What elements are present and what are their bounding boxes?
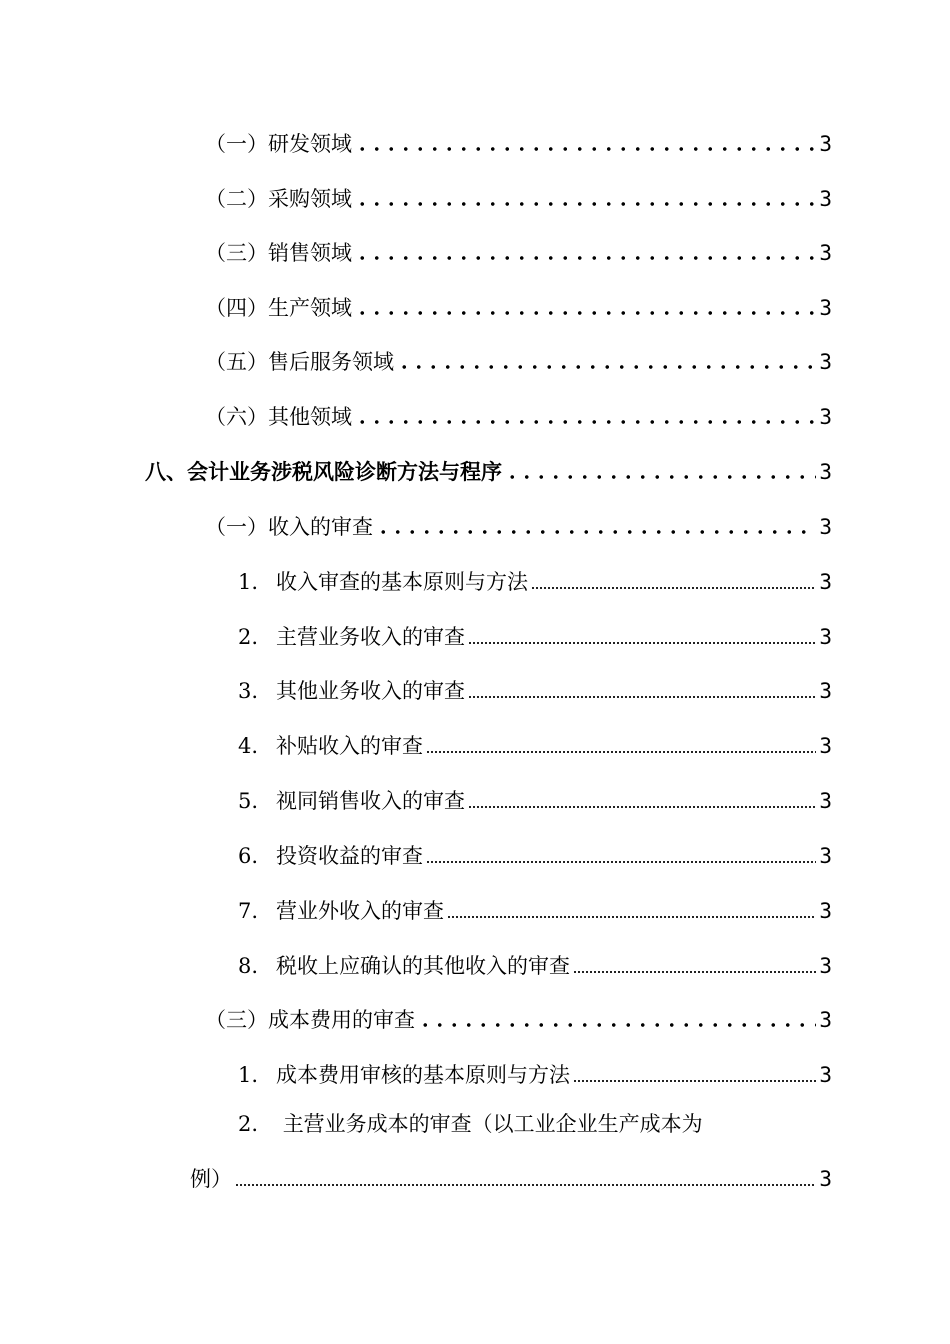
toc-page-number: 3 <box>819 241 832 265</box>
toc-page-number: 3 <box>819 954 832 978</box>
toc-entry[interactable] <box>205 397 832 431</box>
dot-leader <box>418 1012 816 1028</box>
toc-page-number: 3 <box>819 460 832 484</box>
toc-entry-title: 八、会计业务涉税风险诊断方法与程序 <box>145 459 502 484</box>
toc-entry-title-continued: 例） <box>190 1167 232 1191</box>
toc-entry-title: 成本费用审核的基本原则与方法 <box>276 1063 570 1087</box>
dot-leader <box>355 136 816 152</box>
toc-entry-chapter[interactable] <box>145 452 832 486</box>
toc-entry-number: 2. <box>238 1112 259 1136</box>
toc-entry-number: 7. <box>238 899 259 923</box>
dot-leader <box>355 409 816 425</box>
dot-leader <box>531 574 816 590</box>
toc-entry[interactable] <box>238 617 832 651</box>
toc-entry-title: 补贴收入的审查 <box>276 734 423 758</box>
dot-leader <box>447 903 816 919</box>
toc-entry-title: （一）研发领域 <box>205 132 352 156</box>
toc-entry[interactable] <box>238 836 832 870</box>
toc-entry-title: 税收上应确认的其他收入的审查 <box>276 954 570 978</box>
toc-page-number: 3 <box>819 679 832 703</box>
toc-entry-number: 2. <box>238 625 259 649</box>
toc-entry[interactable] <box>205 507 832 541</box>
dot-leader <box>397 354 816 370</box>
toc-entry[interactable] <box>238 781 832 815</box>
toc-entry-number: 1. <box>238 570 259 594</box>
dot-leader <box>355 191 816 207</box>
dot-leader <box>376 519 816 535</box>
toc-page-number: 3 <box>819 132 832 156</box>
toc-entry[interactable] <box>238 946 832 980</box>
toc-entry[interactable] <box>205 124 832 158</box>
toc-page-number: 3 <box>819 187 832 211</box>
toc-entry[interactable] <box>205 342 832 376</box>
toc-entry-title: （三）成本费用的审查 <box>205 1008 415 1032</box>
toc-page-number: 3 <box>819 844 832 868</box>
toc-page-number: 3 <box>819 1063 832 1087</box>
toc-entry-title: （五）售后服务领域 <box>205 350 394 374</box>
toc-page-number: 3 <box>819 899 832 923</box>
toc-page-number: 3 <box>819 625 832 649</box>
toc-page-number: 3 <box>819 570 832 594</box>
toc-entry-number: 3. <box>238 679 259 703</box>
toc-entry-title: （二）采购领域 <box>205 187 352 211</box>
toc-entry-wrapped-line2[interactable] <box>190 1159 832 1193</box>
toc-entry-title: 主营业务收入的审查 <box>276 625 465 649</box>
toc-entry-title: （三）销售领域 <box>205 241 352 265</box>
dot-leader <box>468 629 816 645</box>
toc-entry[interactable] <box>238 891 832 925</box>
toc-entry[interactable] <box>238 562 832 596</box>
dot-leader <box>468 793 816 809</box>
toc-entry-number: 5. <box>238 789 259 813</box>
toc-entry-title: 视同销售收入的审查 <box>276 789 465 813</box>
toc-page-number: 3 <box>819 296 832 320</box>
toc-entry-title: （四）生产领域 <box>205 296 352 320</box>
toc-entry[interactable] <box>238 726 832 760</box>
toc-entry-title: 主营业务成本的审查（以工业企业生产成本为 <box>282 1112 703 1136</box>
toc-entry-title: 投资收益的审查 <box>276 844 423 868</box>
toc-entry-title: 其他业务收入的审查 <box>276 679 465 703</box>
toc-entry-title: （六）其他领域 <box>205 405 352 429</box>
toc-page-number: 3 <box>819 1008 832 1032</box>
dot-leader <box>426 848 816 864</box>
toc-entry-number: 8. <box>238 954 259 978</box>
dot-leader <box>573 1067 816 1083</box>
toc-entry[interactable] <box>205 1000 832 1034</box>
toc-page-number: 3 <box>819 515 832 539</box>
dot-leader <box>468 683 816 699</box>
toc-entry-title: 营业外收入的审查 <box>276 899 444 923</box>
dot-leader <box>573 958 816 974</box>
toc-entry-number: 6. <box>238 844 259 868</box>
dot-leader <box>505 464 816 480</box>
toc-page-number: 3 <box>819 350 832 374</box>
toc-entry-wrapped-line1[interactable] <box>238 1110 703 1144</box>
toc-entry[interactable] <box>205 288 832 322</box>
toc-page-number: 3 <box>819 789 832 813</box>
toc-entry-number: 1. <box>238 1063 259 1087</box>
toc-page-number: 3 <box>819 405 832 429</box>
toc-page-number: 3 <box>819 1167 832 1191</box>
toc-entry[interactable] <box>238 1055 832 1089</box>
dot-leader <box>355 300 816 316</box>
dot-leader <box>235 1171 816 1187</box>
toc-entry-title: 收入审查的基本原则与方法 <box>276 570 528 594</box>
toc-entry-title: （一）收入的审查 <box>205 515 373 539</box>
toc-entry-number: 4. <box>238 734 259 758</box>
toc-page-number: 3 <box>819 734 832 758</box>
dot-leader <box>426 738 816 754</box>
toc-entry[interactable] <box>238 671 832 705</box>
toc-entry[interactable] <box>205 179 832 213</box>
toc-entry[interactable] <box>205 233 832 267</box>
dot-leader <box>355 245 816 261</box>
